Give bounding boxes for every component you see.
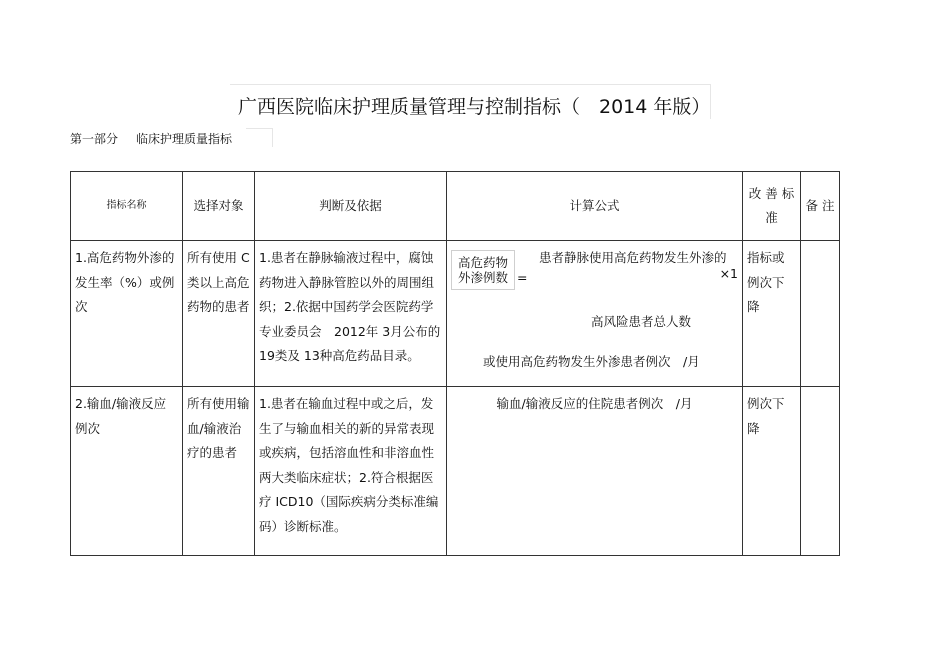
row2-target: 所有使用输血/输液治疗的患者 [183,387,255,556]
table-row [71,241,840,387]
formula-block [451,246,738,386]
row1-formula [447,241,743,387]
header-target: 选择对象 [183,172,255,241]
section-label: 第一部分 [70,132,119,146]
section-frame [246,128,273,147]
row2-name: 2.输血/输液反应例次 [71,387,183,556]
row1-name: 1.高危药物外渗的发生率（%）或例次 [71,241,183,387]
row1-basis: 1.患者在静脉输液过程中，腐蚀药物进入静脉管腔以外的周围组织；2.依据中国药学会医院药学专业委员会 2012年 3月公布的 19类及 13种高危药品目录。 [255,241,447,387]
formula-multiplier: ×1 [719,266,738,281]
row1-target: 所有使用 C 类以上高危药物的患者 [183,241,255,387]
row2-basis: 1.患者在输血过程中或之后，发生了与输血相关的新的异常表现或疾病，包括溶血性和非溶血性两大类临床症状；2.符合根据医疗 ICD10（国际疾病分类标准编码）诊断标准。 [255,387,447,556]
table-row [71,387,840,556]
row2-standard: 例次下降 [743,387,801,556]
row2-formula: 输血/输液反应的住院患者例次 /月 [447,387,743,556]
header-basis: 判断及依据 [255,172,447,241]
header-remark: 备 注 [801,172,840,241]
indicator-table [70,171,840,556]
header-formula: 计算公式 [447,172,743,241]
formula-numerator: 患者静脉使用高危药物发生外渗的 [539,250,727,265]
header-standard: 改 善 标 准 [743,172,801,241]
section-name: 临床护理质量指标 [136,132,233,146]
formula-alternative: 或使用高危药物发生外渗患者例次 /月 [483,354,700,369]
row1-remark [801,241,840,387]
formula-left-term: 高危药物外渗例数 [451,250,515,290]
table-header-row [71,172,840,241]
formula-denominator: 高风险患者总人数 [591,314,692,329]
formula-equals: = [517,270,528,285]
row2-remark [801,387,840,556]
document-title: 广西医院临床护理质量管理与控制指标（ 2014 年版） [238,96,711,118]
header-name: 指标名称 [71,172,183,241]
section-heading [70,130,232,147]
row1-standard: 指标或例次下降 [743,241,801,387]
